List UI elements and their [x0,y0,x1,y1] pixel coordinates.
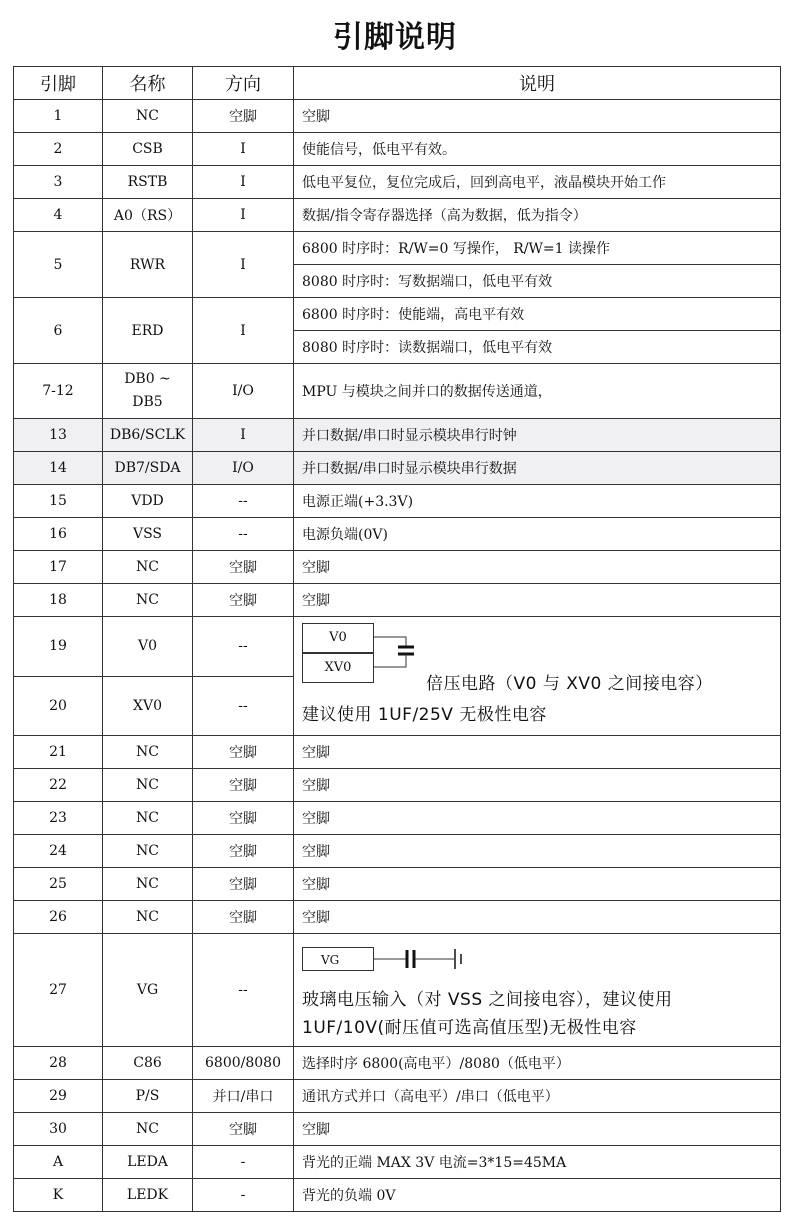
table-row [14,868,781,901]
pin-number: 28 [14,1047,103,1080]
pin-number: 29 [14,1080,103,1113]
pin-name: NC [103,100,193,133]
pin-name: VG [103,934,193,1047]
pin-description-secondary: 8080 时序时：写数据端口，低电平有效 [294,265,781,298]
pin-direction: I [193,133,294,166]
pin-name-line2: DB5 [132,394,163,410]
table-row [14,551,781,584]
pin-direction: 空脚 [193,868,294,901]
pin-name: NC [103,1113,193,1146]
pin-description: 通讯方式并口（高电平）/串口（低电平） [294,1080,781,1113]
pin-direction: - [193,1179,294,1212]
pin-direction: I [193,232,294,298]
pin-description: 空脚 [294,769,781,802]
pin-number: 23 [14,802,103,835]
pin-direction: 空脚 [193,736,294,769]
pin-direction: 空脚 [193,1113,294,1146]
pin-direction: 空脚 [193,584,294,617]
table-row [14,584,781,617]
pin-description: 6800 时序时：使能端，高电平有效 [294,298,781,331]
pin-name: P/S [103,1080,193,1113]
table-row [14,166,781,199]
pin-name: ERD [103,298,193,364]
pin-number: 16 [14,518,103,551]
pin-name: V0 [103,617,193,677]
pin-direction: 空脚 [193,835,294,868]
pin-direction: -- [193,676,294,736]
vg-terminal-box: VG [302,947,374,971]
pin-number: 15 [14,485,103,518]
table-row [14,485,781,518]
pin-description: 并口数据/串口时显示模块串行数据 [294,452,781,485]
pin-direction: - [193,1146,294,1179]
pin-description-secondary: 8080 时序时：读数据端口，低电平有效 [294,331,781,364]
pin-name: RSTB [103,166,193,199]
pin-description: 空脚 [294,901,781,934]
pin-direction: 空脚 [193,100,294,133]
header-pin: 引脚 [14,67,103,100]
pin-description: 空脚 [294,584,781,617]
vo-circuit-note: 倍压电路（V0 与 XV0 之间接电容） [426,674,713,694]
pin-number: 2 [14,133,103,166]
table-row [14,298,781,331]
pin-name-line1: DB0 ~ [124,371,171,387]
table-row [14,802,781,835]
page-title: 引脚说明 [333,20,457,55]
pin-description: 背光的负端 0V [294,1179,781,1212]
pin-number: 1 [14,100,103,133]
pin-number: 7-12 [14,364,103,419]
header-name: 名称 [103,67,193,100]
pin-direction: 空脚 [193,551,294,584]
table-row [14,736,781,769]
pin-number: 27 [14,934,103,1047]
pin-name: LEDK [103,1179,193,1212]
pin-number: 26 [14,901,103,934]
table-row [14,452,781,485]
pin-description: 空脚 [294,736,781,769]
header-direction: 方向 [193,67,294,100]
v0-terminal-box: V0 [302,623,374,653]
pin-name: NC [103,835,193,868]
table-row [14,934,781,1047]
pin-direction: -- [193,617,294,677]
table-header-row [14,67,781,100]
pin-description: 电源负端(0V) [294,518,781,551]
pin-description: 使能信号，低电平有效。 [294,133,781,166]
pin-number: 6 [14,298,103,364]
pin-description: 空脚 [294,551,781,584]
capacitor-ground-symbol-icon [294,934,494,984]
pin-description: 数据/指令寄存器选择（高为数据，低为指令） [294,199,781,232]
pin-number: 22 [14,769,103,802]
pin-table [13,66,781,1212]
table-row [14,100,781,133]
pin-number: 3 [14,166,103,199]
pin-name: NC [103,584,193,617]
pin-direction: I/O [193,452,294,485]
pin-direction: I [193,419,294,452]
pin-name: NC [103,901,193,934]
pin-name: DB6/SCLK [103,419,193,452]
pin-description: 空脚 [294,100,781,133]
vg-circuit-diagram [294,934,780,1046]
pin-name: CSB [103,133,193,166]
pin-description: 空脚 [294,1113,781,1146]
vo-capacitor-recommendation: 建议使用 1UF/25V 无极性电容 [302,705,547,725]
pin-description: 空脚 [294,835,781,868]
table-row [14,1146,781,1179]
pin-number: 24 [14,835,103,868]
header-description: 说明 [294,67,781,100]
pin-direction: -- [193,485,294,518]
table-row [14,1080,781,1113]
table-row [14,1179,781,1212]
table-row [14,133,781,166]
pin-description: 并口数据/串口时显示模块串行时钟 [294,419,781,452]
pin-direction: 并口/串口 [193,1080,294,1113]
table-row [14,232,781,265]
pin-number: 13 [14,419,103,452]
pin-description: 空脚 [294,802,781,835]
pin-number: 4 [14,199,103,232]
xv0-terminal-box: XV0 [302,653,374,683]
pin-name: VSS [103,518,193,551]
vg-circuit-cell [294,934,781,1047]
vg-circuit-note: 玻璃电压输入（对 VSS 之间接电容），建议使用 1UF/10V(耐压值可选高值压型)无极性电容 [302,990,673,1038]
pin-number: 5 [14,232,103,298]
pin-description: 背光的正端 MAX 3V 电流=3*15=45MA [294,1146,781,1179]
vo-circuit-diagram [294,617,780,735]
pin-description: 6800 时序时：R/W=0 写操作， R/W=1 读操作 [294,232,781,265]
pin-direction: 6800/8080 [193,1047,294,1080]
pin-number: A [14,1146,103,1179]
pin-name: DB7/SDA [103,452,193,485]
pin-description: 低电平复位，复位完成后，回到高电平，液晶模块开始工作 [294,166,781,199]
table-row [14,769,781,802]
pin-number: 18 [14,584,103,617]
pin-name: NC [103,736,193,769]
pin-name: A0（RS） [103,199,193,232]
table-row [14,419,781,452]
pin-name: LEDA [103,1146,193,1179]
pin-direction: 空脚 [193,769,294,802]
table-row [14,518,781,551]
table-row [14,617,781,677]
pin-number: 14 [14,452,103,485]
vo-circuit-cell [294,617,781,736]
pin-direction: I [193,166,294,199]
table-row [14,1113,781,1146]
pin-number: K [14,1179,103,1212]
pin-name: XV0 [103,676,193,736]
pin-number: 17 [14,551,103,584]
pin-name: NC [103,769,193,802]
pin-description: 空脚 [294,868,781,901]
table-row [14,901,781,934]
table-row [14,1047,781,1080]
pin-number: 20 [14,676,103,736]
pin-direction: -- [193,934,294,1047]
pin-direction: I/O [193,364,294,419]
pin-number: 19 [14,617,103,677]
pin-direction: I [193,298,294,364]
pin-name: NC [103,551,193,584]
pin-direction: -- [193,518,294,551]
table-row [14,364,781,419]
pin-number: 30 [14,1113,103,1146]
pin-number: 25 [14,868,103,901]
pin-name: RWR [103,232,193,298]
pin-name: NC [103,868,193,901]
table-row [14,199,781,232]
pin-name [103,364,193,419]
pin-name: NC [103,802,193,835]
pin-description: MPU 与模块之间并口的数据传送通道， [294,364,781,419]
pin-direction: 空脚 [193,802,294,835]
pin-description: 电源正端(+3.3V) [294,485,781,518]
capacitor-symbol-icon [294,617,434,687]
table-row [14,835,781,868]
pin-direction: I [193,199,294,232]
pin-name: VDD [103,485,193,518]
pin-number: 21 [14,736,103,769]
pin-direction: 空脚 [193,901,294,934]
pin-description: 选择时序 6800(高电平）/8080（低电平） [294,1047,781,1080]
pin-name: C86 [103,1047,193,1080]
